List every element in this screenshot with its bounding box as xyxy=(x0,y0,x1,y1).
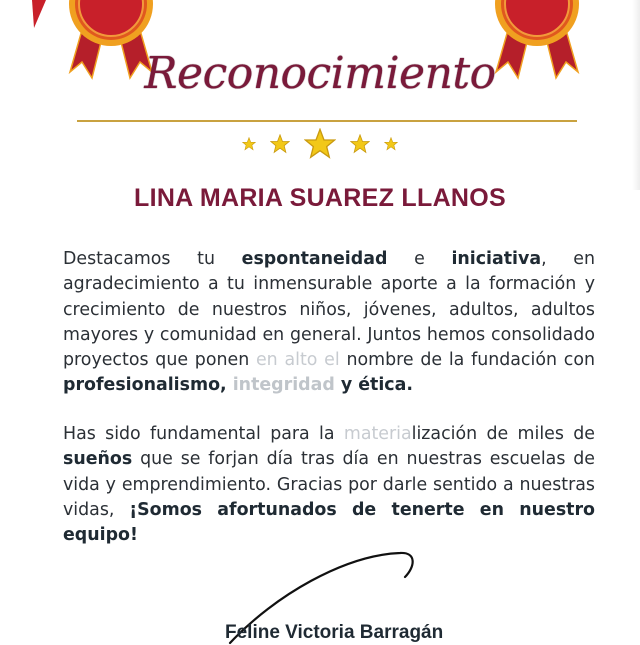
bold-run: profesionalismo, xyxy=(63,375,227,396)
certificate-title: Reconocimiento xyxy=(144,48,496,99)
signer-name: Feline Victoria Barragán xyxy=(225,622,444,643)
body-paragraph-2 xyxy=(63,422,595,548)
star-rating xyxy=(0,128,640,160)
text-run: , en agradecimiento a tu inmensurable aporte a la formación y crecimiento de nuestros niños, jóvenes, adultos, adultos mayores y comunidad en general. Juntos hemos consolidado proyectos que ponen xyxy=(63,249,596,371)
star-icon xyxy=(304,128,336,160)
faded-bold-run: integridad xyxy=(226,375,335,396)
star-icon xyxy=(350,134,370,154)
bold-run: sueños xyxy=(63,449,133,470)
bold-run: espontaneidad xyxy=(241,249,388,269)
bold-run: y ética. xyxy=(334,375,413,396)
bold-run: iniciativa xyxy=(451,249,542,269)
ribbon-corner-icon xyxy=(28,0,46,30)
body-paragraph-1 xyxy=(63,247,595,399)
text-run: Has sido fundamental para la xyxy=(63,424,344,444)
bold-run: ¡Somos afortunados de tenerte en nuestro equipo! xyxy=(63,499,596,546)
faded-run: materia xyxy=(343,424,412,444)
recipient-name: LINA MARIA SUAREZ LLANOS xyxy=(134,184,506,212)
gold-divider xyxy=(77,120,577,122)
text-run: nombre de la fundación con xyxy=(339,350,595,371)
faded-run: en alto el xyxy=(255,350,340,371)
text-run: e xyxy=(387,249,452,269)
text-run: Destacamos tu xyxy=(63,249,242,269)
text-run: lización de miles de xyxy=(411,424,595,444)
star-icon xyxy=(384,137,398,151)
star-icon xyxy=(242,137,256,151)
text-run: que se forjan día tras día en nuestras escuelas de vida y emprendimiento. Gracias por darle sentido a nuestras vidas, xyxy=(63,449,595,520)
star-icon xyxy=(270,134,290,154)
